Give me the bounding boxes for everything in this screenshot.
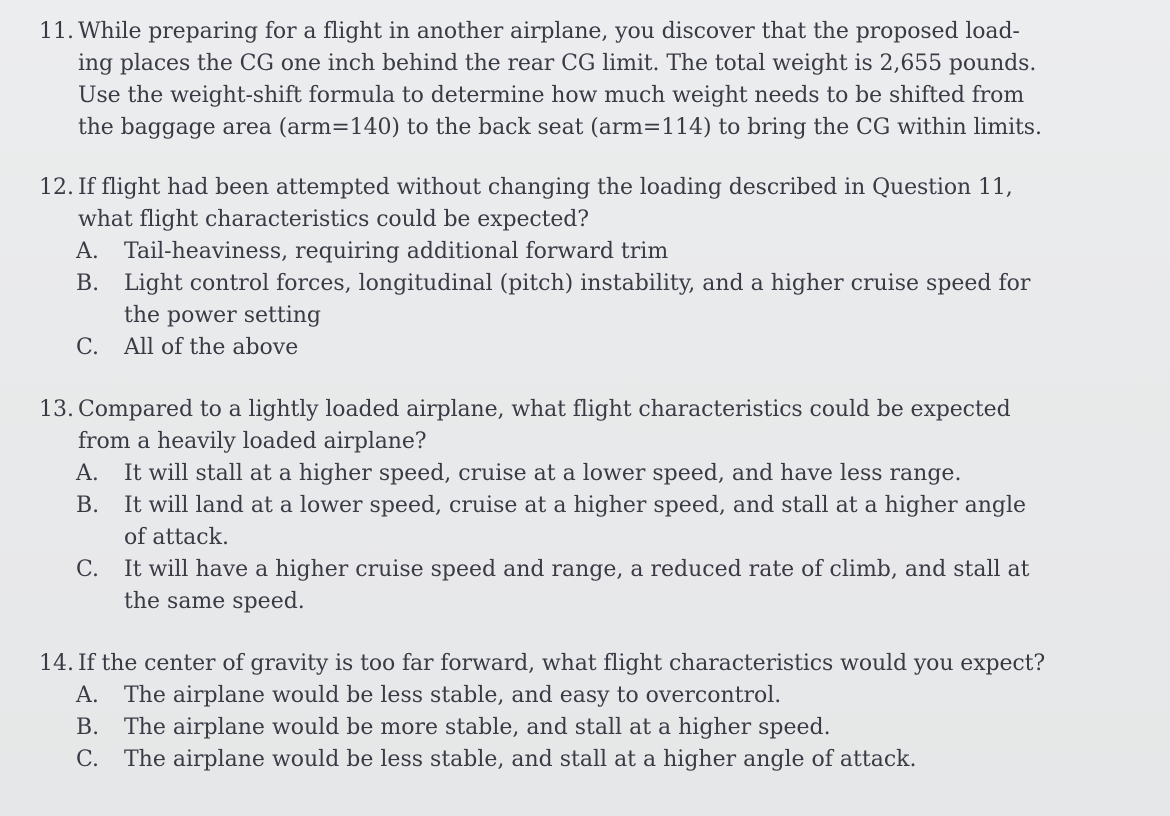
answer-option-c[interactable] [76, 744, 1110, 776]
question-text-line: If the center of gravity is too far forward, what flight characteristics would you expect? [78, 651, 1046, 676]
question-stem [0, 16, 1110, 144]
answer-options [76, 458, 1110, 618]
option-text-line: It will have a higher cruise speed and range, a reduced rate of climb, and stall at [124, 557, 1030, 582]
question-number: 12. [39, 175, 74, 200]
option-text-line: The airplane would be more stable, and stall at a higher speed. [124, 715, 831, 740]
option-letter: B. [76, 715, 100, 740]
option-text-line: The airplane would be less stable, and easy to overcontrol. [124, 683, 782, 708]
option-letter: A. [76, 683, 99, 708]
question-stem [0, 394, 1110, 458]
answer-options [76, 680, 1110, 776]
question-14 [0, 648, 1110, 776]
question-12 [0, 172, 1110, 364]
option-text [124, 554, 1030, 618]
question-number: 14. [39, 651, 74, 676]
option-text [124, 712, 831, 744]
option-text [124, 332, 298, 364]
option-letter: B. [76, 271, 100, 296]
option-text [124, 236, 668, 268]
option-text-line: Tail-heaviness, requiring additional forward trim [124, 239, 669, 264]
option-text-line: of attack. [124, 525, 229, 550]
question-text-line: the baggage area (arm=140) to the back seat (arm=114) to bring the CG within limits. [78, 115, 1042, 140]
option-letter: A. [76, 461, 99, 486]
question-text-line: While preparing for a flight in another airplane, you discover that the proposed load- [78, 19, 1020, 44]
option-text-line: Light control forces, longitudinal (pitch) instability, and a higher cruise speed for [124, 271, 1031, 296]
question-number: 11. [39, 19, 74, 44]
question-text [76, 16, 1110, 144]
option-letter: A. [76, 239, 99, 264]
option-text-line: It will stall at a higher speed, cruise at a lower speed, and have less range. [124, 461, 962, 486]
option-letter: C. [76, 747, 100, 772]
option-letter: B. [76, 493, 100, 518]
option-text [124, 490, 1026, 554]
question-text-line: Use the weight-shift formula to determine how much weight needs to be shifted from [78, 83, 1025, 108]
answer-option-b[interactable] [76, 712, 1110, 744]
option-letter: C. [76, 557, 100, 582]
option-text-line: The airplane would be less stable, and stall at a higher angle of attack. [124, 747, 917, 772]
question-stem [0, 648, 1110, 680]
question-text-line: from a heavily loaded airplane? [78, 429, 427, 454]
answer-option-b[interactable] [76, 490, 1110, 554]
answer-option-a[interactable] [76, 680, 1110, 712]
answer-options [76, 236, 1110, 364]
question-text-line: If flight had been attempted without changing the loading described in Question 11, [78, 175, 1013, 200]
option-text-line: It will land at a lower speed, cruise at a higher speed, and stall at a higher angle [124, 493, 1027, 518]
question-text [76, 394, 1110, 458]
option-text-line: All of the above [124, 335, 299, 360]
answer-option-a[interactable] [76, 458, 1110, 490]
answer-option-c[interactable] [76, 332, 1110, 364]
question-text-line: what flight characteristics could be expected? [78, 207, 589, 232]
option-text-line: the same speed. [124, 589, 305, 614]
option-text [124, 680, 781, 712]
question-text-line: ing places the CG one inch behind the rear CG limit. The total weight is 2,655 pounds. [78, 51, 1037, 76]
option-text [124, 268, 1030, 332]
question-13 [0, 394, 1110, 618]
question-text [76, 648, 1110, 680]
question-11 [0, 16, 1110, 144]
question-stem [0, 172, 1110, 236]
question-text-line: Compared to a lightly loaded airplane, what flight characteristics could be expected [78, 397, 1011, 422]
answer-option-a[interactable] [76, 236, 1110, 268]
question-text [76, 172, 1110, 236]
answer-option-c[interactable] [76, 554, 1110, 618]
option-letter: C. [76, 335, 100, 360]
question-number: 13. [39, 397, 74, 422]
option-text [124, 458, 961, 490]
answer-option-b[interactable] [76, 268, 1110, 332]
option-text [124, 744, 916, 776]
option-text-line: the power setting [124, 303, 321, 328]
